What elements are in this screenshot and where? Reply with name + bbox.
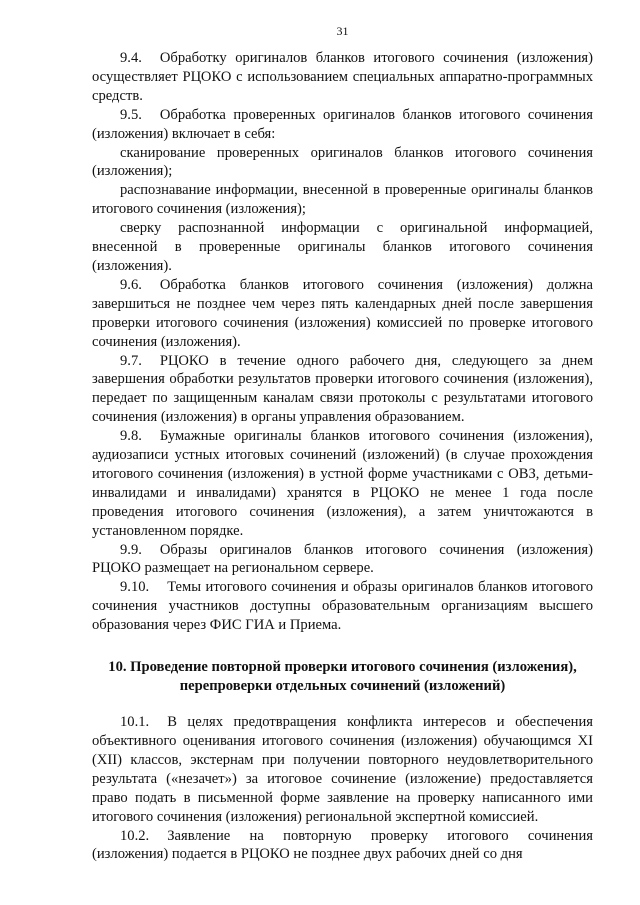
paragraph-text: Образы оригиналов бланков итогового сочинения (изложения) РЦОКО размещает на региональном сервере.: [92, 541, 593, 577]
paragraph-group-after: [92, 713, 593, 864]
section-heading-line-2: перепроверки отдельных сочинений (изложений): [179, 678, 506, 695]
list-item-verification: [92, 219, 593, 276]
section-heading: [92, 658, 593, 696]
paragraph-10-1: [92, 713, 593, 826]
paragraph-text: Заявление на повторную проверку итогового сочинения (изложения) подается в РЦОКО не позднее двух рабочих дней со дня: [92, 827, 593, 863]
paragraph-text: РЦОКО в течение одного рабочего дня, следующего за днем завершения обработки результатов проверки итогового сочинения (изложения), передает по защищенным каналам связи протоколы с результатами итогового сочинения (изложения) в органы управления образованием.: [92, 352, 593, 426]
paragraph-9-4: [92, 49, 593, 106]
paragraph-number: 9.8.: [120, 428, 142, 445]
list-item-scanning: [92, 144, 593, 182]
paragraph-text: Темы итогового сочинения и образы оригиналов бланков итогового сочинения участников доступны образовательным организациям высшего образования через ФИС ГИА и Приема.: [92, 579, 593, 634]
paragraph-9-8: [92, 427, 593, 540]
paragraph-10-2: [92, 827, 593, 865]
list-item-recognition: [92, 181, 593, 219]
paragraph-number: 10.1.: [120, 714, 150, 731]
paragraph-9-10: [92, 578, 593, 635]
section-heading-line-1: 10. Проведение повторной проверки итогового сочинения (изложения),: [108, 659, 577, 676]
paragraph-group-before: [92, 49, 593, 635]
paragraph-9-7: [92, 352, 593, 428]
paragraph-number: 9.4.: [120, 50, 142, 66]
paragraph-text: Обработку оригиналов бланков итогового сочинения (изложения) осуществляет РЦОКО с использованием специальных аппаратно-программных средств.: [92, 50, 593, 104]
page-number: 31: [336, 24, 349, 38]
paragraph-number: 10.2.: [120, 827, 150, 844]
paragraph-text: распознавание информации, внесенной в проверенные оригиналы бланков итогового сочинения (изложения);: [92, 182, 593, 218]
paragraph-number: 9.9.: [120, 541, 142, 558]
paragraph-9-9: [92, 541, 593, 579]
paragraph-9-6: [92, 276, 593, 352]
paragraph-text: В целях предотвращения конфликта интересов и обеспечения объективного оценивания итогового сочинения (изложения) обучающимся XI (XII) классов, экстернам при получении повторного неудовлетворительного результата («незачет») за итоговое сочинение (изложение) предоставляется право подать в письменной форме заявление на проверку написанного ими итогового сочинения (изложения) региональной экспертной комиссией.: [92, 714, 593, 825]
paragraph-number: 9.10.: [120, 579, 150, 596]
paragraph-text: Бумажные оригиналы бланков итогового сочинения (изложения), аудиозаписи устных итоговых сочинений (изложений) (в случае прохождения итогового сочинения (изложения) в устной форме участниками с ОВЗ, детьми-инвалидами и инвалидами) хранятся в РЦОКО не менее 1 года после проведения итогового сочинения (изложения), а затем уничтожаются в установленном порядке.: [92, 428, 593, 539]
paragraph-text: сканирование проверенных оригиналов бланков итогового сочинения (изложения);: [92, 144, 593, 180]
paragraph-number: 9.5.: [120, 106, 142, 123]
paragraph-9-5: [92, 106, 593, 144]
paragraph-text: Обработка бланков итогового сочинения (изложения) должна завершиться не позднее чем через пять календарных дней после завершения проверки итогового сочинения (изложения) комиссией по проверке итогового сочинения (изложения).: [92, 276, 593, 350]
paragraph-number: 9.7.: [120, 352, 142, 369]
paragraph-text: сверку распознанной информации с оригинальной информацией, внесенной в проверенные оригиналы бланков итогового сочинения (изложения).: [92, 220, 593, 274]
paragraph-number: 9.6.: [120, 276, 142, 293]
paragraph-text: Обработка проверенных оригиналов бланков итогового сочинения (изложения) включает в себя:: [92, 106, 593, 142]
document-page: [92, 24, 593, 864]
